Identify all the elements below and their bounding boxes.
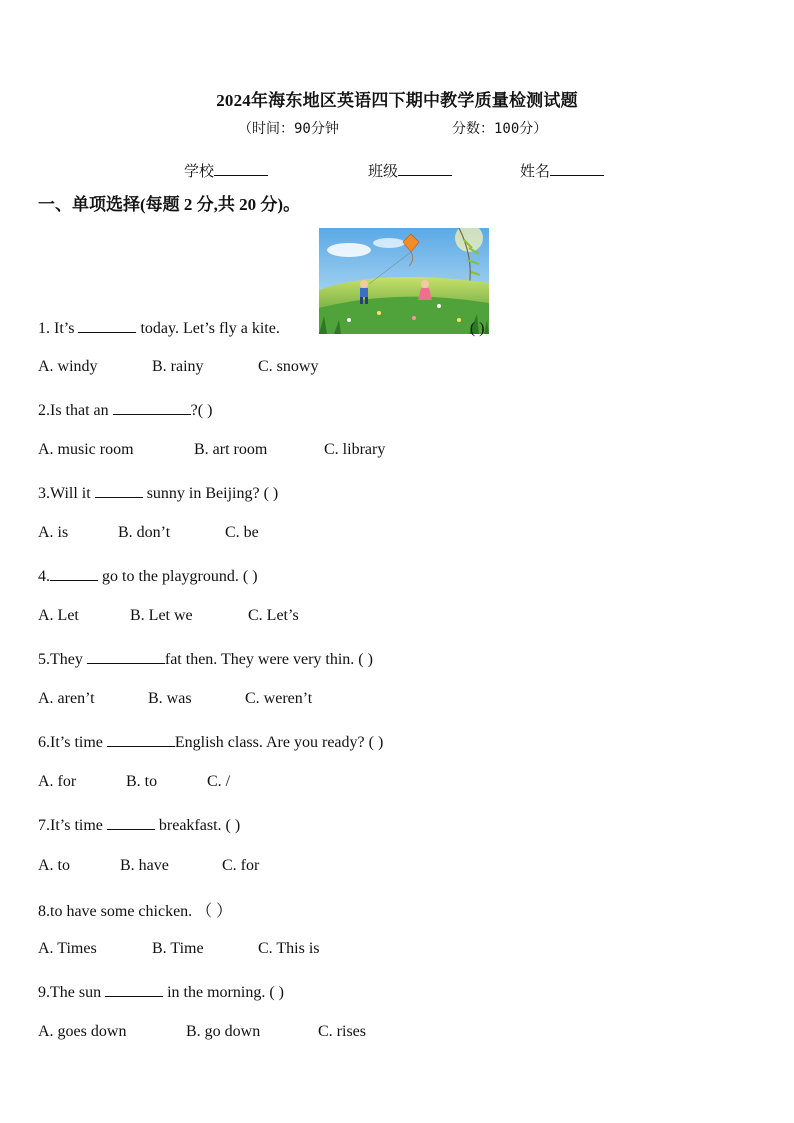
- question-6-options: [38, 773, 230, 791]
- q8-option-b[interactable]: B. Time: [152, 940, 204, 957]
- q9-answer-paren[interactable]: ( ): [265, 984, 284, 1001]
- name-field: [520, 160, 604, 181]
- question-8-options: [38, 940, 320, 958]
- q4-option-c[interactable]: C. Let’s: [248, 607, 299, 624]
- question-5: [38, 649, 373, 669]
- q4-blank[interactable]: [50, 566, 98, 581]
- section-title: 一、单项选择(每题 2 分,共 20 分)。: [38, 195, 301, 214]
- question-4: [38, 566, 258, 586]
- q3-answer-paren[interactable]: ( ): [259, 485, 279, 502]
- q8-option-a[interactable]: A. Times: [38, 940, 97, 957]
- q6-option-a[interactable]: A. for: [38, 773, 77, 790]
- q6-option-c[interactable]: C. /: [207, 773, 231, 790]
- q3-option-c[interactable]: C. be: [225, 524, 259, 541]
- q2-option-c[interactable]: C. library: [324, 441, 386, 458]
- q1-option-a[interactable]: A. windy: [38, 358, 98, 375]
- q4-text-post: go to the playground.: [98, 568, 239, 585]
- question-1-options: [38, 358, 318, 376]
- q5-option-c[interactable]: C. weren’t: [245, 690, 313, 707]
- q9-text-post: in the morning.: [163, 984, 266, 1001]
- q9-text-pre: 9.The sun: [38, 984, 106, 1001]
- q9-option-b[interactable]: B. go down: [186, 1023, 261, 1040]
- q2-option-b[interactable]: B. art room: [194, 441, 268, 458]
- question-2: [38, 400, 212, 420]
- q2-answer-paren[interactable]: ( ): [197, 402, 213, 419]
- q6-text-pre: 6.It’s time: [38, 734, 107, 751]
- q1-answer-paren[interactable]: ( ): [465, 320, 485, 337]
- q5-text-post: fat then. They were very thin.: [164, 651, 355, 668]
- q2-option-a[interactable]: A. music room: [38, 441, 134, 458]
- q1-blank[interactable]: [78, 318, 136, 333]
- q6-text-post: English class. Are you ready?: [174, 734, 365, 751]
- q7-option-b[interactable]: B. have: [120, 857, 169, 874]
- question-3-options: [38, 524, 259, 542]
- question-4-options: [38, 607, 299, 625]
- class-field: [368, 160, 452, 181]
- question-6: [38, 732, 383, 752]
- q7-text-post: breakfast.: [154, 817, 222, 834]
- q7-blank[interactable]: [107, 815, 155, 830]
- q3-option-a[interactable]: A. is: [38, 524, 69, 541]
- q4-option-a[interactable]: A. Let: [38, 607, 79, 624]
- q4-text-pre: 4.: [38, 568, 50, 585]
- school-label: 学校: [184, 164, 215, 180]
- q7-text-pre: 7.It’s time: [38, 817, 107, 834]
- q4-option-b[interactable]: B. Let we: [130, 607, 193, 624]
- q6-blank[interactable]: [107, 732, 175, 747]
- question-5-options: [38, 690, 312, 708]
- q1-text-pre: 1. It’s: [38, 320, 79, 337]
- q8-text: 8.to have some chicken.: [38, 903, 193, 920]
- question-9-options: [38, 1023, 366, 1041]
- class-blank[interactable]: [398, 161, 452, 176]
- q5-answer-paren[interactable]: ( ): [354, 651, 373, 668]
- q2-text-post: ?: [190, 402, 198, 419]
- q3-blank[interactable]: [95, 483, 143, 498]
- q7-option-c[interactable]: C. for: [222, 857, 260, 874]
- q4-answer-paren[interactable]: ( ): [238, 568, 258, 585]
- q8-option-c[interactable]: C. This is: [258, 940, 320, 957]
- q8-answer-paren[interactable]: （ ）: [192, 903, 233, 920]
- name-label: 姓名: [520, 164, 551, 180]
- q9-option-a[interactable]: A. goes down: [38, 1023, 127, 1040]
- exam-time: （时间：90分钟: [238, 121, 339, 137]
- q3-option-b[interactable]: B. don’t: [118, 524, 171, 541]
- question-2-options: [38, 441, 385, 459]
- school-blank[interactable]: [214, 161, 268, 176]
- q9-option-c[interactable]: C. rises: [318, 1023, 366, 1040]
- q1-option-c[interactable]: C. snowy: [258, 358, 319, 375]
- q1-text-post: today. Let’s fly a kite.: [136, 320, 284, 337]
- name-blank[interactable]: [550, 161, 604, 176]
- q5-text-pre: 5.They: [38, 651, 87, 668]
- exam-score: 分数：100分）: [452, 121, 548, 137]
- school-field: [184, 160, 268, 181]
- q2-text-pre: 2.Is that an: [38, 402, 113, 419]
- q3-text-post: sunny in Beijing?: [142, 485, 260, 502]
- question-8: [38, 898, 232, 921]
- q5-option-a[interactable]: A. aren’t: [38, 690, 95, 707]
- q1-option-b[interactable]: B. rainy: [152, 358, 204, 375]
- question-7-options: [38, 857, 259, 875]
- q6-option-b[interactable]: B. to: [126, 773, 158, 790]
- exam-title: 2024年海东地区英语四下期中教学质量检测试题: [216, 91, 578, 110]
- question-3: [38, 483, 278, 503]
- q5-option-b[interactable]: B. was: [148, 690, 192, 707]
- class-label: 班级: [368, 164, 399, 180]
- q6-answer-paren[interactable]: ( ): [364, 734, 384, 751]
- q5-blank[interactable]: [87, 649, 165, 664]
- q7-answer-paren[interactable]: ( ): [221, 817, 241, 834]
- q7-option-a[interactable]: A. to: [38, 857, 70, 874]
- q3-text-pre: 3.Will it: [38, 485, 95, 502]
- q2-blank[interactable]: [113, 400, 191, 415]
- question-9: [38, 982, 284, 1002]
- q9-blank[interactable]: [105, 982, 163, 997]
- question-7: [38, 815, 240, 835]
- question-1: [38, 318, 484, 338]
